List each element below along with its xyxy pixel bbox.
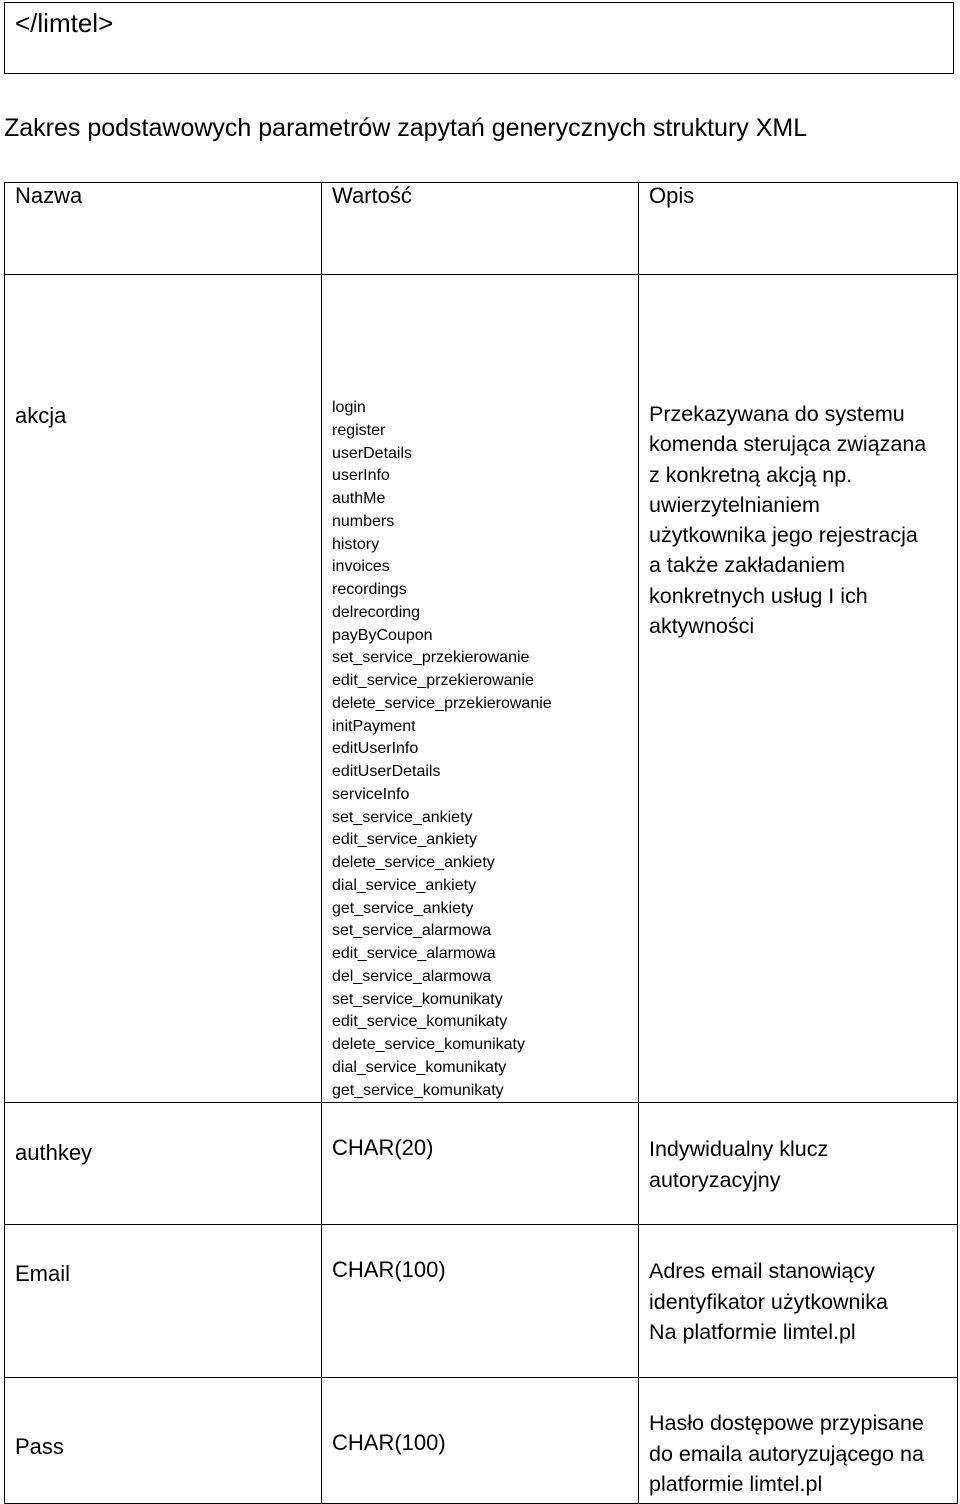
table-row (5, 275, 958, 1103)
description-line: Hasło dostępowe przypisane (649, 1411, 924, 1436)
param-value: set_service_ankiety (332, 808, 473, 826)
param-value: editUserInfo (332, 740, 419, 758)
param-value: del_service_alarmowa (332, 967, 492, 985)
description-line: identyfikator użytkownika (649, 1289, 888, 1314)
description-line: a także zakładaniem (649, 553, 845, 578)
description-line: aktywności (649, 614, 755, 639)
param-description (639, 275, 958, 1103)
param-value: edit_service_komunikaty (332, 1013, 508, 1031)
description-line: Przekazywana do systemu (649, 402, 905, 426)
param-value: CHAR(100) (322, 1378, 639, 1504)
param-value: invoices (332, 558, 390, 576)
param-name: authkey (5, 1103, 322, 1225)
table-row (5, 1103, 958, 1225)
param-value: userDetails (332, 444, 413, 462)
param-value: serviceInfo (332, 785, 410, 803)
param-value: payByCoupon (332, 626, 433, 644)
param-value: delete_service_przekierowanie (332, 694, 552, 712)
description-line: platformie limtel.pl (649, 1471, 823, 1496)
param-value: userInfo (332, 467, 390, 485)
param-value: CHAR(100) (322, 1225, 639, 1378)
param-value: set_service_alarmowa (332, 922, 492, 940)
header-value: Wartość (322, 183, 639, 275)
param-value: dial_service_komunikaty (332, 1058, 507, 1076)
param-value: delete_service_komunikaty (332, 1036, 525, 1053)
param-value: delete_service_ankiety (332, 854, 495, 871)
param-value: authMe (332, 490, 386, 507)
param-description (639, 1378, 958, 1504)
table-row (5, 1378, 958, 1504)
description-line: z konkretną akcją np. (649, 462, 853, 487)
description-line: Indywidualny klucz (649, 1137, 829, 1162)
section-title: Zakres podstawowych parametrów zapytań generycznych struktury XML (4, 114, 808, 142)
param-value: set_service_przekierowanie (332, 649, 530, 667)
table-row (5, 1225, 958, 1378)
param-value: editUserDetails (332, 763, 441, 780)
param-value: recordings (332, 581, 407, 598)
code-snippet-text: </limtel> (15, 8, 114, 38)
param-value: initPayment (332, 717, 416, 735)
code-snippet-box (4, 2, 954, 74)
param-value: delrecording (332, 603, 421, 621)
description-line: Na platformie limtel.pl (649, 1319, 856, 1344)
param-value: edit_service_ankiety (332, 831, 477, 849)
param-value: CHAR(20) (322, 1103, 639, 1225)
param-value: login (332, 399, 366, 416)
table-header-row (5, 183, 958, 275)
description-line: Adres email stanowiący (649, 1259, 875, 1284)
param-value: edit_service_przekierowanie (332, 672, 534, 689)
param-value: dial_service_ankiety (332, 876, 477, 894)
param-value: set_service_komunikaty (332, 990, 503, 1008)
description-line: konkretnych usług I ich (649, 583, 868, 608)
param-description (639, 1103, 958, 1225)
header-name: Nazwa (5, 183, 322, 275)
param-name: Email (5, 1225, 322, 1378)
description-line: do emaila autoryzującego na (649, 1441, 924, 1466)
param-value: get_service_komunikaty (332, 1081, 504, 1099)
param-value: get_service_ankiety (332, 899, 474, 917)
description-line: użytkownika jego rejestracja (649, 523, 918, 548)
parameters-table (4, 182, 958, 1504)
param-name: akcja (5, 275, 322, 1103)
param-value: edit_service_alarmowa (332, 945, 496, 962)
param-value: history (332, 535, 380, 553)
param-name: Pass (5, 1378, 322, 1504)
header-description: Opis (639, 183, 958, 275)
description-line: uwierzytelnianiem (649, 492, 820, 517)
param-values-list (322, 275, 639, 1103)
param-value: numbers (332, 512, 395, 530)
param-description (639, 1225, 958, 1378)
param-value: register (332, 421, 386, 439)
description-line: autoryzacyjny (649, 1167, 781, 1192)
description-line: komenda sterująca związana (649, 432, 927, 457)
